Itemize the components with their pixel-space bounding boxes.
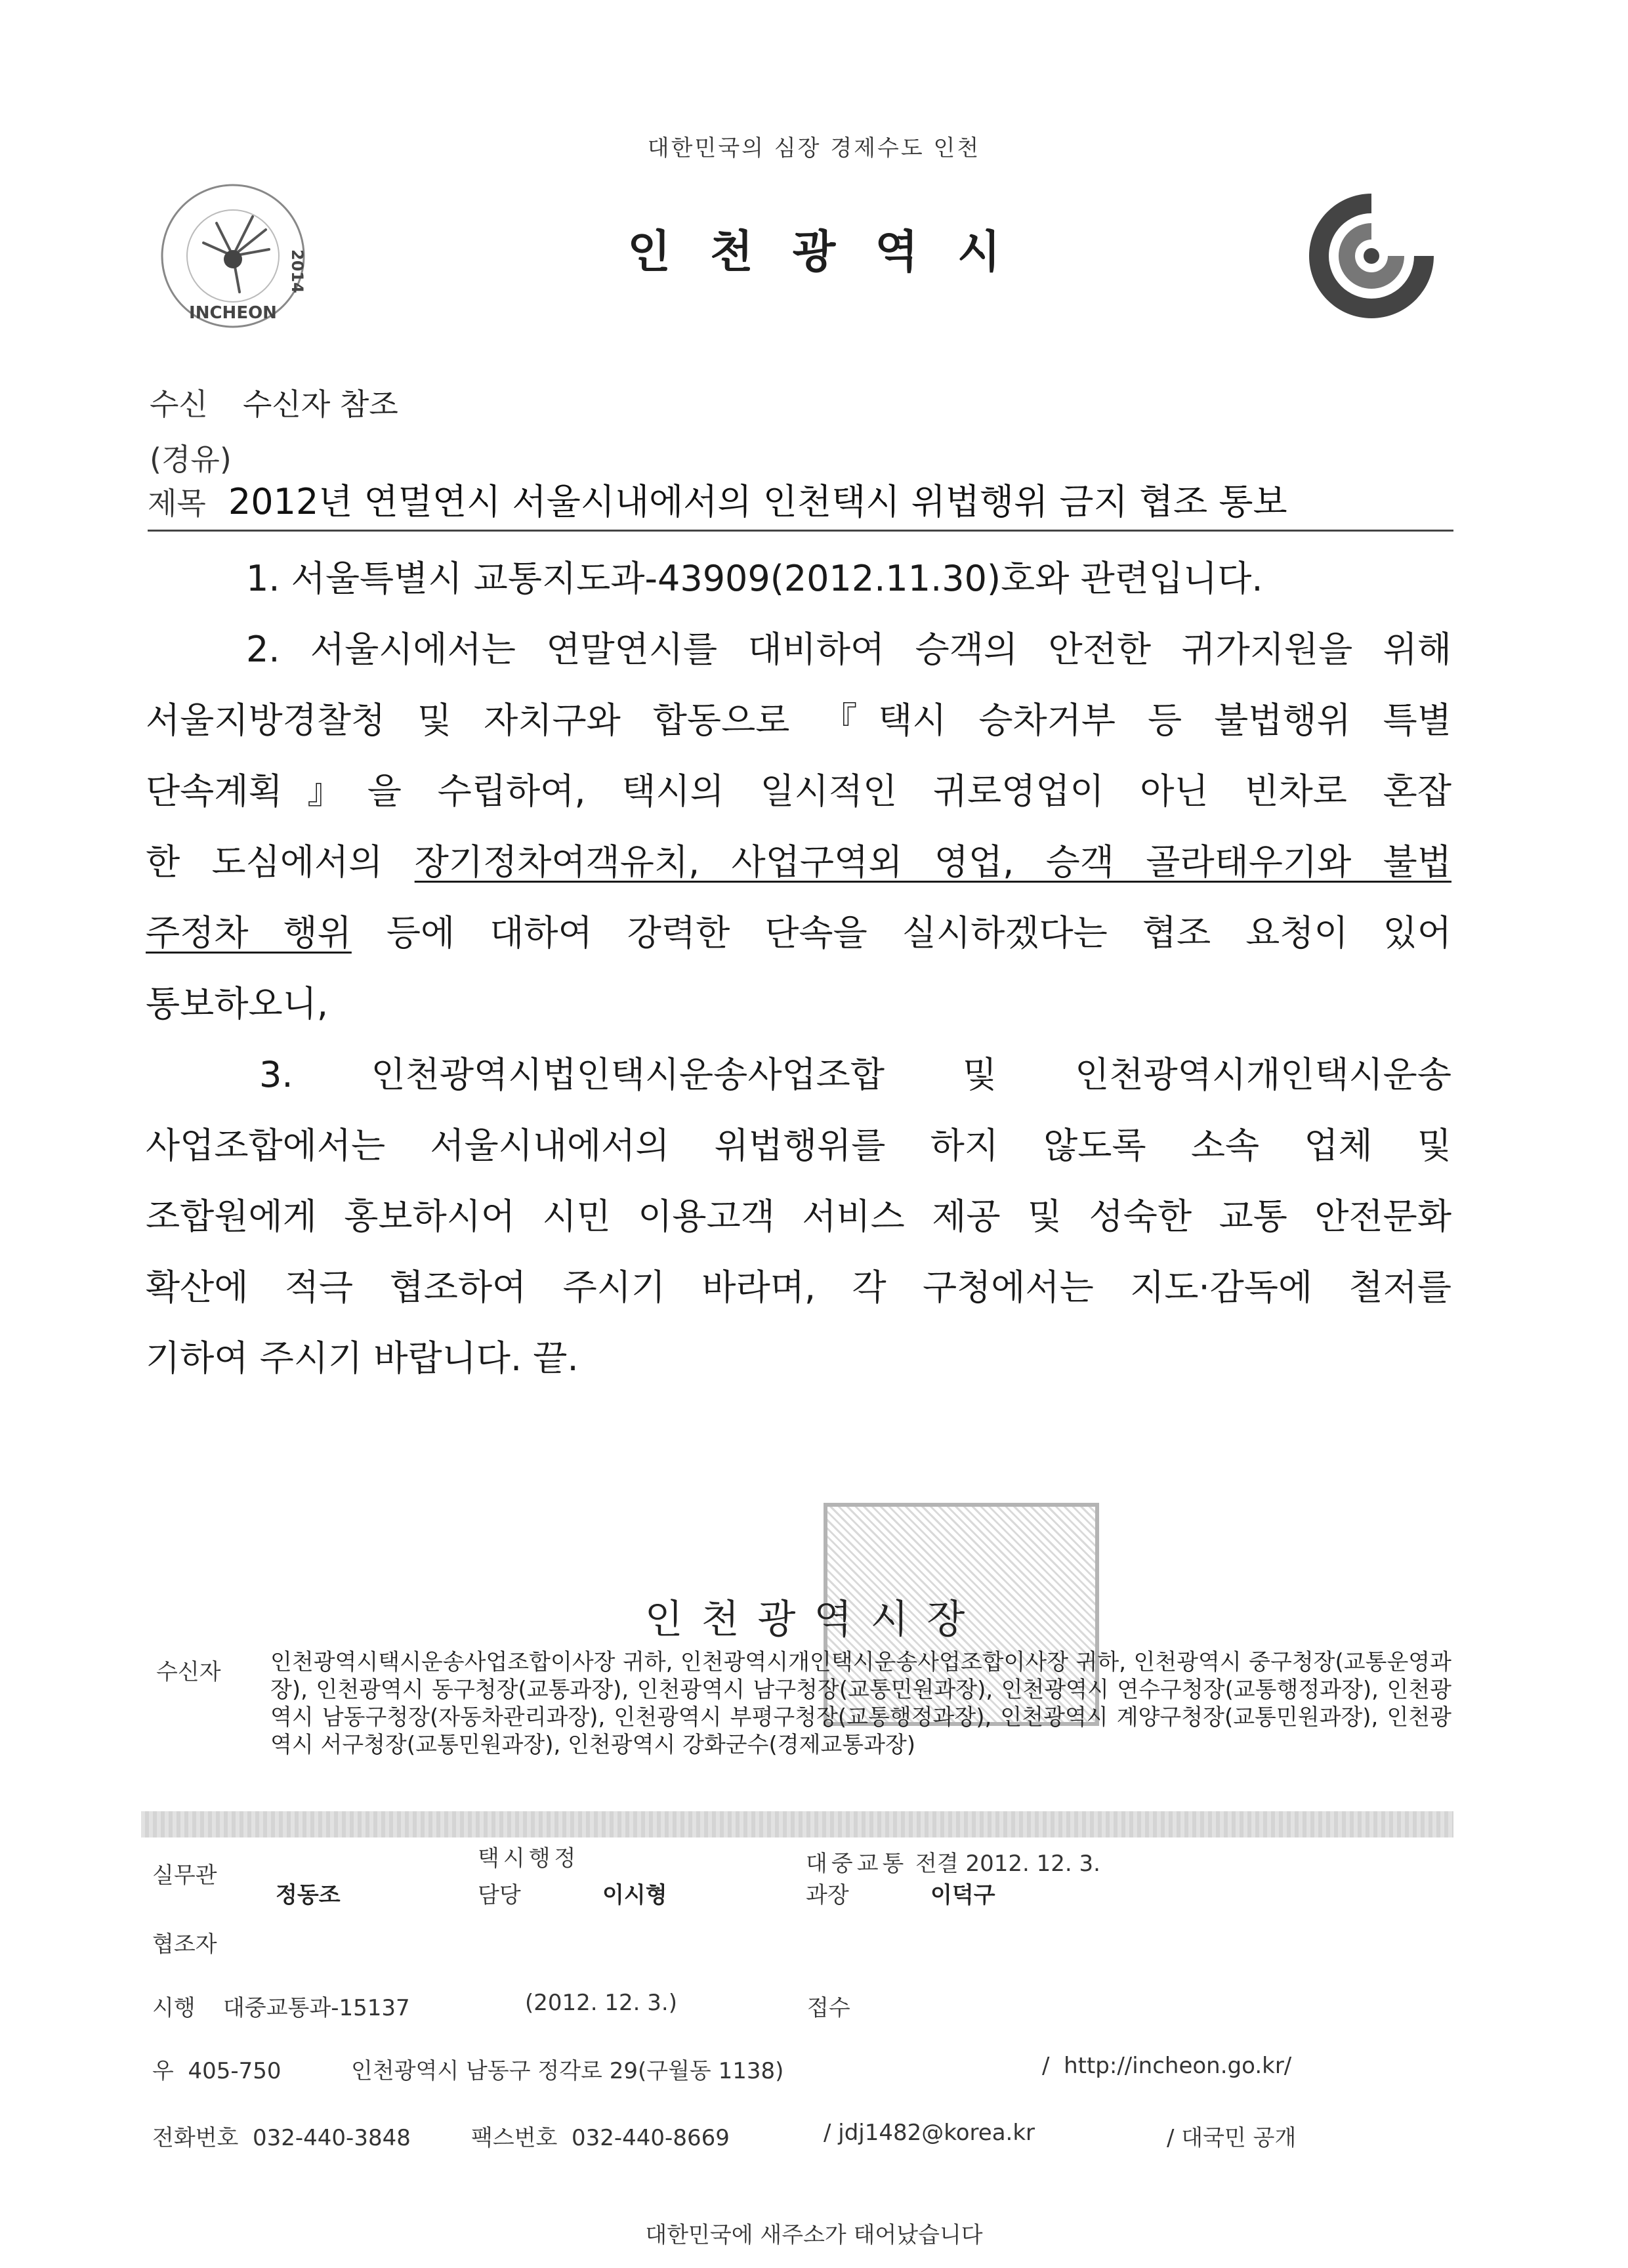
website-link[interactable]: / http://incheon.go.kr/ — [1042, 2053, 1292, 2079]
paragraph-2-line-6: 통보하오니, — [146, 983, 328, 1024]
paragraph-3-line-1: 3. 인천광역시법인택시운송사업조합 및 인천광역시개인택시운송 — [259, 1054, 1451, 1095]
subject-label: 제목 — [148, 486, 206, 521]
signer-title: 인천광역시장 — [644, 1597, 984, 1643]
paragraph-2-line-2: 서울지방경찰청 및 자치구와 합동으로 『택시 승차거부 등 불법행위 특별 — [146, 700, 1451, 741]
email-link[interactable]: / jdj1482@korea.kr — [824, 2120, 1035, 2146]
enforce-date: (2012. 12. 3.) — [525, 1990, 677, 2016]
subject-row — [148, 474, 1453, 532]
approval-date: 전결 2012. 12. 3. — [915, 1851, 1100, 1877]
staff-name: 정동조 — [276, 1882, 341, 1908]
recipient-label: 수신 — [150, 387, 208, 422]
slogan: 대한민국의 심장 경제수도 인천 — [647, 135, 981, 161]
bottom-note: 대한민국에 새주소가 태어났습니다 — [645, 2222, 983, 2248]
recipient-value: 수신자 참조 — [243, 387, 398, 422]
svg-text:INCHEON: INCHEON — [189, 303, 277, 323]
footer-divider-band — [141, 1811, 1453, 1838]
phone-number: 전화번호 032-440-3848 — [152, 2125, 411, 2151]
asian-games-emblem-logo — [154, 177, 312, 335]
paragraph-2-line-5 — [146, 898, 1451, 969]
paragraph-2-line-4 — [146, 827, 1451, 898]
paragraph-2-line-3: 단속계획』을 수립하여, 택시의 일시적인 귀로영업이 아닌 빈차로 혼잡 — [146, 770, 1451, 812]
in-charge-name: 이시형 — [602, 1882, 667, 1908]
disclosure-status: / 대국민 공개 — [1167, 2125, 1297, 2151]
organization-name: 인천광역시 — [627, 226, 1040, 278]
paragraph-2-line-5-text: 등에 대하여 강력한 단속을 실시하겠다는 협조 요청이 있어 — [351, 912, 1451, 954]
manager-name: 이덕구 — [930, 1882, 995, 1908]
paragraph-3-line-5: 기하여 주시기 바랍니다. 끝. — [146, 1337, 579, 1379]
subject-text: 2012년 연멀연시 서울시내에서의 인천택시 위법행위 금지 협조 통보 — [228, 481, 1287, 522]
via-label: (경유) — [150, 442, 232, 477]
underlined-parking: 주정차 행위 — [146, 912, 352, 954]
underlined-violations: 장기정차여객유치, 사업구역외 영업, 승객 골라태우기와 불법 — [414, 841, 1451, 883]
paragraph-1: 1. 서울특별시 교통지도과-43909(2012.11.30)호와 관련입니다. — [246, 558, 1263, 599]
role-in-charge: 담당 — [478, 1882, 521, 1908]
enforce-label: 시행 — [152, 1995, 196, 2021]
address: 인천광역시 남동구 정각로 29(구월동 1138) — [351, 2058, 784, 2084]
paragraph-3-line-4: 확산에 적극 협조하여 주시기 바라며, 각 구청에서는 지도·감독에 철저를 — [146, 1267, 1451, 1308]
receipt-label: 접수 — [807, 1995, 850, 2021]
incheon-city-logo — [1303, 187, 1440, 325]
recipients-label: 수신자 — [156, 1659, 221, 1685]
fax-number: 팩스번호 032-440-8669 — [471, 2125, 730, 2151]
dept-public-transport: 대중교통 — [806, 1851, 908, 1877]
cooperator-label: 협조자 — [152, 1931, 217, 1958]
dept-taxi-admin: 택시행정 — [478, 1845, 580, 1872]
recipients-list: 인천광역시택시운송사업조합이사장 귀하, 인천광역시개인택시운송사업조합이사장 귀하, 인천광역시 중구청장(교통운영과장), 인천광역시 동구청장(교통과장), 인천광역시 남구청장(교통민원과장), 인천광역시 연수구청장(교통행정과장), 인천광역시 남동구청장(자동차관리과장), 인천광역시 부평구청장(교통행정과장), 인천광역시 계양구청장(교통민원과장), 인천광역시 서구청장(교통민원과장), 인천광역시 강화군수(경제교통과장) — [270, 1649, 1451, 1758]
staff-label: 실무관 — [152, 1862, 217, 1889]
paragraph-3-line-2: 사업조합에서는 서울시내에서의 위법행위를 하지 않도록 소속 업체 및 — [146, 1125, 1451, 1166]
paragraph-2-line-4-text: 한 도심에서의 — [146, 841, 415, 883]
enforce-number: 대중교통과-15137 — [223, 1995, 410, 2021]
role-manager: 과장 — [806, 1882, 849, 1908]
paragraph-2-line-1: 2. 서울시에서는 연말연시를 대비하여 승객의 안전한 귀가지원을 위해 — [246, 629, 1451, 670]
svg-text:2014: 2014 — [288, 249, 306, 293]
paragraph-3-line-3: 조합원에게 홍보하시어 시민 이용고객 서비스 제공 및 성숙한 교통 안전문화 — [146, 1196, 1451, 1237]
postal-code: 우 405-750 — [152, 2058, 282, 2084]
